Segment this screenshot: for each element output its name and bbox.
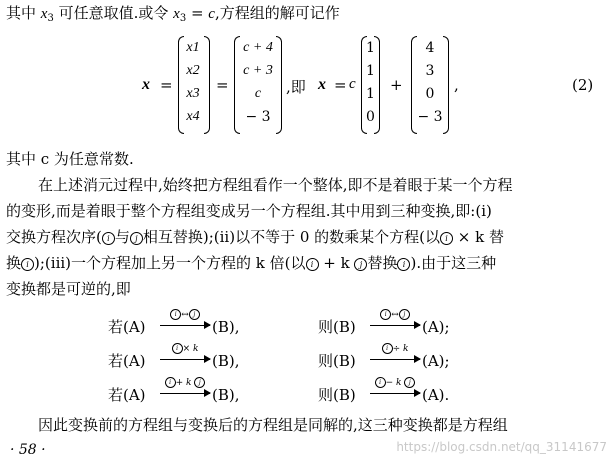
transform-label: i ↔ j	[372, 309, 418, 320]
transform-left-end: (B),	[212, 318, 240, 336]
para-line-2: 的变形,而是着眼于整个方程组变成另一个方程组.其中用到三种变换,即:(i)	[6, 202, 492, 220]
page-number: · 58 ·	[10, 442, 46, 458]
transform-right-end: (A);	[422, 352, 450, 370]
transform-arrow	[370, 325, 420, 326]
transform-arrow	[370, 359, 420, 360]
c-vector-entry: − 3	[245, 109, 271, 125]
para-line-5: 变换都是可逆的,即	[6, 280, 131, 298]
intro-line	[6, 4, 340, 28]
transform-label: i × k	[162, 343, 208, 354]
after-equation-line: 其中 c 为任意常数.	[6, 150, 134, 168]
x-vector-entry: x1	[186, 40, 200, 55]
watermark: https://blog.csdn.net/qq_31141677	[396, 440, 607, 454]
transform-right-start: 则(B)	[318, 352, 356, 370]
transform-left-start: 若(A)	[108, 318, 146, 336]
basis-entry: 0	[366, 109, 375, 125]
basis-entry: 1	[366, 63, 375, 79]
eq-lhs: x	[142, 76, 150, 93]
transform-arrow	[160, 359, 210, 360]
const-entry: − 3	[417, 109, 443, 125]
transform-right-end: (A);	[422, 318, 450, 336]
var-c: c	[208, 6, 215, 22]
last-line: 因此变换前的方程组与变换后的方程组是同解的,这三种变换都是方程组	[38, 416, 508, 434]
transform-label: i + k j	[162, 377, 208, 388]
eq-equals: =	[160, 76, 173, 94]
x-vector-entry: x2	[186, 63, 200, 78]
eq-comma: ,	[454, 76, 459, 94]
c-vector-entry: c + 4	[243, 40, 273, 55]
transform-label: i ÷ k	[372, 343, 418, 354]
const-entry: 0	[425, 86, 435, 102]
circled-i: i	[440, 232, 453, 245]
eq-coef-c: c	[349, 76, 356, 92]
intro-mid: 可任意取值.或令	[53, 4, 174, 22]
circled-i: i	[21, 258, 34, 271]
transform-left-end: (B),	[212, 386, 240, 404]
transform-left-end: (B),	[212, 352, 240, 370]
x-vector-entry: x3	[186, 86, 200, 101]
transform-right-start: 则(B)	[318, 386, 356, 404]
circled-i: i	[306, 258, 319, 271]
transform-right-start: 则(B)	[318, 318, 356, 336]
circled-i: i	[397, 258, 410, 271]
transform-left-start: 若(A)	[108, 352, 146, 370]
circled-i: i	[102, 232, 115, 245]
para-line-4: 换 i );(iii)一个方程加上另一个方程的 k 倍(以 i + k j 替换 i ).由于这三种	[6, 254, 497, 272]
transform-label: i − k j	[372, 377, 418, 388]
para-line-3: 交换方程次序( i 与 j 相互替换);(ii)以不等于 0 的数乘某个方程(以 i × k 替	[6, 228, 504, 246]
para-line-1: 在上述消元过程中,始终把方程组看作一个整体,即不是着眼于某一个方程	[38, 176, 513, 194]
transform-arrow	[370, 393, 420, 394]
intro-prefix: 其中	[6, 4, 41, 22]
transform-label: i ↔ j	[162, 309, 208, 320]
var-x: x	[40, 6, 48, 22]
x-vector-entry: x4	[186, 109, 200, 124]
c-vector-entry: c + 3	[243, 63, 273, 78]
eq-plus: +	[390, 76, 403, 94]
c-vector-entry: c	[254, 86, 262, 101]
var-sub2: 3	[179, 13, 187, 24]
basis-entry: 1	[366, 86, 375, 102]
transform-arrow	[160, 393, 210, 394]
equation-number: (2)	[572, 76, 594, 94]
basis-entry: 1	[366, 40, 375, 56]
var-sub: 3	[47, 13, 54, 24]
circled-j: j	[130, 232, 143, 245]
transform-arrow	[160, 325, 210, 326]
eq-equals-3: =	[334, 76, 347, 94]
eq-equals-2: =	[216, 76, 229, 94]
intro-suffix: ,方程组的解可记作	[214, 4, 340, 22]
const-entry: 3	[425, 63, 435, 79]
circled-j: j	[354, 258, 367, 271]
transform-left-start: 若(A)	[108, 386, 146, 404]
var-x2: x	[173, 6, 180, 22]
const-entry: 4	[425, 40, 435, 56]
eq-lhs2: x	[318, 76, 326, 93]
intro-eq: =	[186, 4, 209, 22]
eq-ji: ,即	[286, 78, 306, 96]
transform-right-end: (A).	[422, 386, 450, 404]
